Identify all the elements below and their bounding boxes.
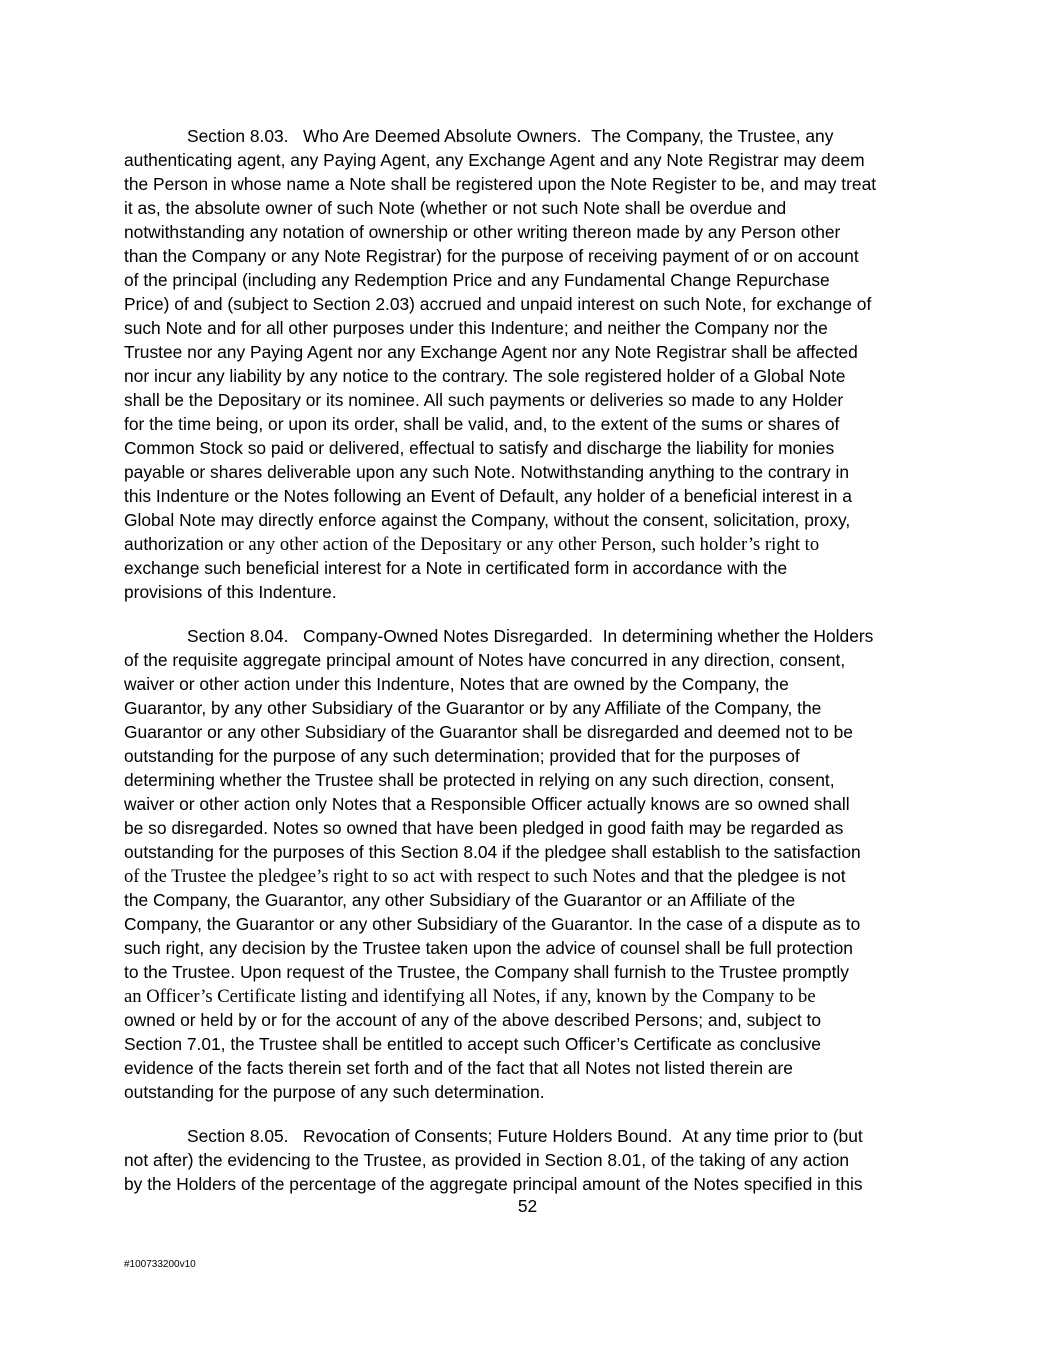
paragraph-line: outstanding for the purposes of this Section 8.04 if the pledgee shall establish to the satisfaction <box>124 842 861 862</box>
paragraph-line: shall be the Depositary or its nominee. All such payments or deliveries so made to any Holder <box>124 390 844 410</box>
section-title: Company-Owned Notes Disregarded. <box>303 626 594 646</box>
paragraph-line: for the time being, or upon its order, shall be valid, and, to the extent of the sums or shares of <box>124 414 840 434</box>
paragraph-line-segment: authorization <box>124 534 224 554</box>
section-title: Who Are Deemed Absolute Owners. <box>303 126 582 146</box>
paragraph-line-segment: and that the pledgee is not <box>635 866 846 886</box>
paragraph-line: Section 7.01, the Trustee shall be entitled to accept such Officer’s Certificate as conclusive <box>124 1034 821 1054</box>
paragraph-line: payable or shares deliverable upon any such Note. Notwithstanding anything to the contrary in <box>124 462 850 482</box>
paragraph-line: nor incur any liability by any notice to the contrary. The sole registered holder of a Global Note <box>124 366 846 386</box>
paragraph-line: Trustee nor any Paying Agent nor any Exchange Agent nor any Note Registrar shall be affected <box>124 342 858 362</box>
paragraph-line-segment-serif: of the Trustee the pledgee’s right to so act with respect to such Notes <box>124 866 636 887</box>
paragraph-line: In determining whether the Holders <box>602 626 874 646</box>
paragraph-line: evidence of the facts therein set forth and of the fact that all Notes not listed therein are <box>124 1058 793 1078</box>
paragraph-line: owned or held by or for the account of any of the above described Persons; and, subject to <box>124 1010 822 1030</box>
paragraph-line: exchange such beneficial interest for a Note in certificated form in accordance with the <box>124 558 788 578</box>
section-8-03-heading-line <box>187 124 833 148</box>
paragraph-line: provisions of this Indenture. <box>124 582 337 602</box>
paragraph-line: Common Stock so paid or delivered, effectual to satisfy and discharge the liability for monies <box>124 438 835 458</box>
paragraph-line: Guarantor or any other Subsidiary of the Guarantor shall be disregarded and deemed not to be <box>124 722 853 742</box>
section-number: Section 8.05. <box>187 1126 289 1146</box>
paragraph-line: the Person in whose name a Note shall be registered upon the Note Register to be, and may treat <box>124 174 877 194</box>
page-number: 52 <box>517 1196 538 1216</box>
paragraph-line: authenticating agent, any Paying Agent, any Exchange Agent and any Note Registrar may deem <box>124 150 865 170</box>
section-8-04-heading-line <box>187 624 873 648</box>
paragraph-line-segment-serif: an Officer’s Certificate listing and identifying all Notes, if any, known by the Company to be <box>124 986 816 1007</box>
paragraph-line-serif <box>124 984 816 1008</box>
paragraph-line: notwithstanding any notation of ownership or other writing thereon made by any Person other <box>124 222 841 242</box>
document-id: #100733200v10 <box>124 1259 196 1270</box>
paragraph-line: The Company, the Trustee, any <box>591 126 834 146</box>
paragraph-line: waiver or other action under this Indenture, Notes that are owned by the Company, the <box>124 674 789 694</box>
paragraph-line: outstanding for the purpose of any such determination; provided that for the purposes of <box>124 746 800 766</box>
paragraph-line: the Company, the Guarantor, any other Subsidiary of the Guarantor or an Affiliate of the <box>124 890 796 910</box>
section-8-05-heading-line <box>187 1124 863 1148</box>
paragraph-line: to the Trustee. Upon request of the Trustee, the Company shall furnish to the Trustee promptly <box>124 962 849 982</box>
paragraph-line: this Indenture or the Notes following an Event of Default, any holder of a beneficial interest in a <box>124 486 852 506</box>
paragraph-line-mixed <box>124 532 819 556</box>
paragraph-line: outstanding for the purpose of any such determination. <box>124 1082 545 1102</box>
paragraph-line: be so disregarded. Notes so owned that have been pledged in good faith may be regarded as <box>124 818 844 838</box>
paragraph-line: Global Note may directly enforce against the Company, without the consent, solicitation, proxy, <box>124 510 851 530</box>
paragraph-line: At any time prior to (but <box>681 1126 863 1146</box>
paragraph-line: Price) of and (subject to Section 2.03) accrued and unpaid interest on such Note, for exchange of <box>124 294 872 314</box>
paragraph-line: of the principal (including any Redemption Price and any Fundamental Change Repurchase <box>124 270 830 290</box>
paragraph-line: such right, any decision by the Trustee taken upon the advice of counsel shall be full protection <box>124 938 853 958</box>
paragraph-line: by the Holders of the percentage of the aggregate principal amount of the Notes specified in this <box>124 1174 863 1194</box>
paragraph-line-segment-serif: or any other action of the Depositary or any other Person, such holder’s right to <box>223 534 820 555</box>
section-number: Section 8.03. <box>187 126 289 146</box>
section-number: Section 8.04. <box>187 626 289 646</box>
paragraph-line: Guarantor, by any other Subsidiary of the Guarantor or by any Affiliate of the Company, the <box>124 698 822 718</box>
paragraph-line: such Note and for all other purposes under this Indenture; and neither the Company nor the <box>124 318 828 338</box>
paragraph-line: it as, the absolute owner of such Note (whether or not such Note shall be overdue and <box>124 198 787 218</box>
paragraph-line: of the requisite aggregate principal amount of Notes have concurred in any direction, consent, <box>124 650 846 670</box>
paragraph-line: waiver or other action only Notes that a Responsible Officer actually knows are so owned shall <box>124 794 850 814</box>
paragraph-line-mixed <box>124 864 846 888</box>
paragraph-line: not after) the evidencing to the Trustee, as provided in Section 8.01, of the taking of any action <box>124 1150 850 1170</box>
paragraph-line: Company, the Guarantor or any other Subsidiary of the Guarantor. In the case of a dispute as to <box>124 914 861 934</box>
section-title: Revocation of Consents; Future Holders Bound. <box>303 1126 673 1146</box>
paragraph-line: than the Company or any Note Registrar) for the purpose of receiving payment of or on account <box>124 246 859 266</box>
paragraph-line: determining whether the Trustee shall be protected in relying on any such direction, consent, <box>124 770 835 790</box>
